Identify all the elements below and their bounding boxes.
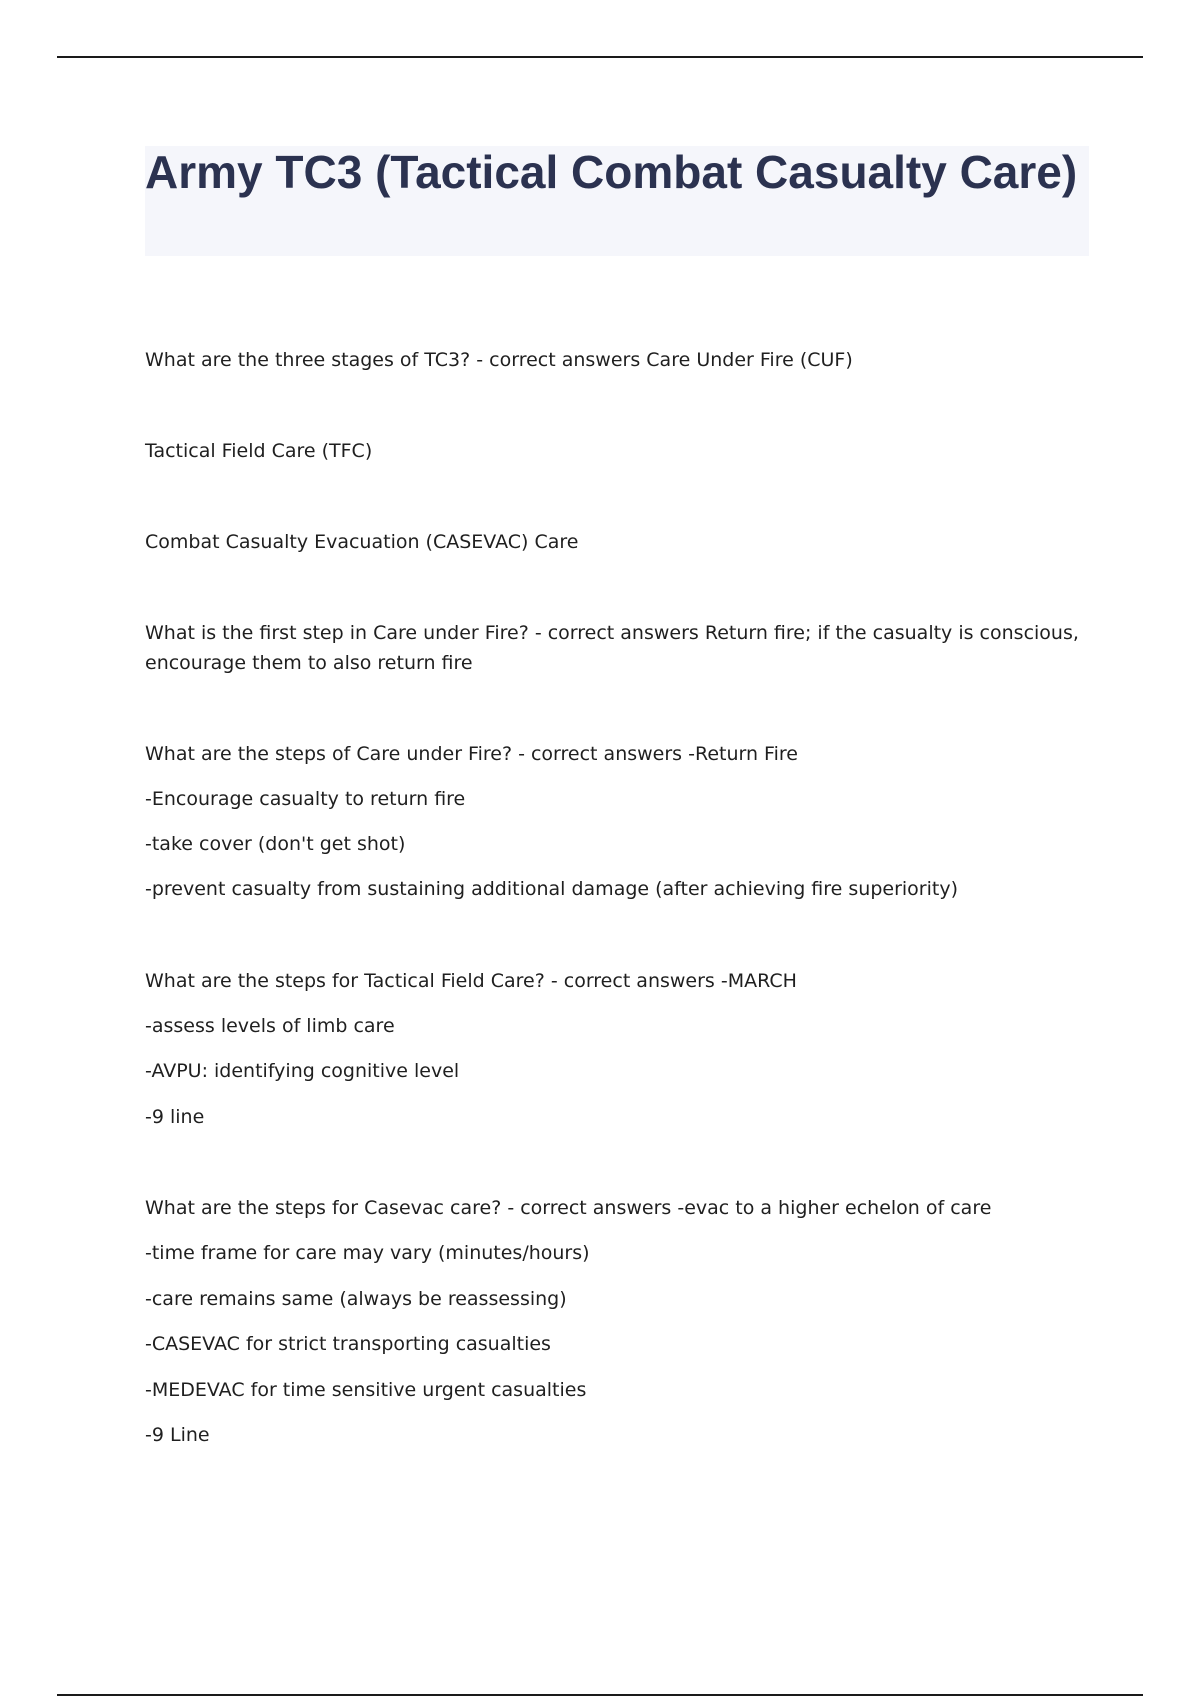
title-box xyxy=(145,146,1089,256)
qa-line: -9 Line xyxy=(145,1424,210,1446)
qa-line: -prevent casualty from sustaining additional damage (after achieving fire superiority) xyxy=(145,878,958,900)
top-rule xyxy=(57,56,1143,58)
document-title: Army TC3 (Tactical Combat Casualty Care) xyxy=(145,146,1078,198)
qa-line: What are the three stages of TC3? - correct answers Care Under Fire (CUF) xyxy=(145,349,853,371)
qa-line: Tactical Field Care (TFC) xyxy=(145,440,373,462)
qa-line: -9 line xyxy=(145,1106,205,1128)
qa-line: Combat Casualty Evacuation (CASEVAC) Care xyxy=(145,531,579,553)
bottom-rule xyxy=(57,1694,1143,1696)
qa-line: -MEDEVAC for time sensitive urgent casualties xyxy=(145,1379,587,1401)
qa-line: -AVPU: identifying cognitive level xyxy=(145,1060,460,1082)
qa-line: -take cover (don't get shot) xyxy=(145,833,406,855)
qa-line: What are the steps of Care under Fire? - correct answers -Return Fire xyxy=(145,743,798,765)
qa-line: What are the steps for Casevac care? - correct answers -evac to a higher echelon of care xyxy=(145,1197,992,1219)
qa-line: -care remains same (always be reassessing) xyxy=(145,1288,567,1310)
qa-line: -assess levels of limb care xyxy=(145,1015,395,1037)
qa-line: -time frame for care may vary (minutes/hours) xyxy=(145,1242,590,1264)
qa-line: What are the steps for Tactical Field Care? - correct answers -MARCH xyxy=(145,970,797,992)
qa-line: encourage them to also return fire xyxy=(145,652,473,674)
qa-line: What is the first step in Care under Fire? - correct answers Return fire; if the casualty is conscious, xyxy=(145,622,1079,644)
qa-line: -Encourage casualty to return fire xyxy=(145,788,466,810)
qa-line: -CASEVAC for strict transporting casualties xyxy=(145,1333,551,1355)
